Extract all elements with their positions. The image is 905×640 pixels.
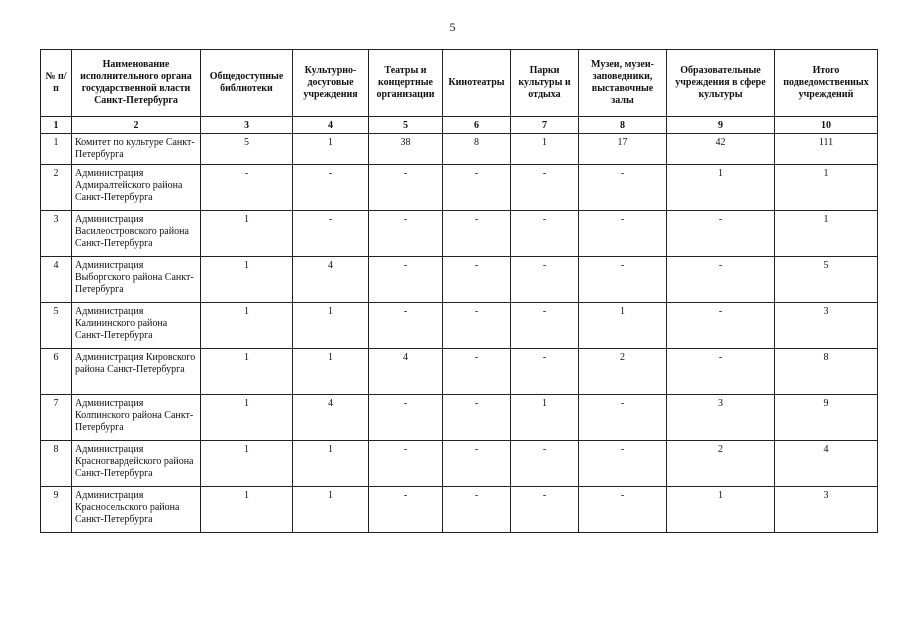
table-row [41, 165, 878, 211]
institutions-table [40, 49, 878, 533]
column-number: 6 [443, 117, 511, 134]
count-cell: - [443, 257, 511, 303]
count-cell: 3 [667, 395, 775, 441]
column-number: 10 [775, 117, 878, 134]
count-cell: - [511, 487, 579, 533]
count-cell: - [443, 303, 511, 349]
count-cell: - [369, 257, 443, 303]
count-cell: 17 [579, 134, 667, 165]
count-cell: 8 [775, 349, 878, 395]
header-cell: № п/п [41, 50, 72, 117]
table-row [41, 134, 878, 165]
row-number-cell: 3 [41, 211, 72, 257]
count-cell: 3 [775, 303, 878, 349]
count-cell: 1 [201, 349, 293, 395]
table-row [41, 487, 878, 533]
header-cell: Парки культуры и отдыха [511, 50, 579, 117]
count-cell: 3 [775, 487, 878, 533]
column-number: 9 [667, 117, 775, 134]
count-cell: - [667, 257, 775, 303]
count-cell: 5 [775, 257, 878, 303]
count-cell: 4 [369, 349, 443, 395]
header-cell: Кинотеатры [443, 50, 511, 117]
header-cell: Образовательные учреждения в сфере культуры [667, 50, 775, 117]
count-cell: 4 [293, 257, 369, 303]
count-cell: 1 [667, 487, 775, 533]
count-cell: - [293, 211, 369, 257]
column-number: 1 [41, 117, 72, 134]
count-cell: 2 [667, 441, 775, 487]
organ-name-cell: Администрация Красносельского района Санкт-Петербурга [72, 487, 201, 533]
count-cell: 1 [201, 257, 293, 303]
count-cell: - [667, 211, 775, 257]
row-number-cell: 8 [41, 441, 72, 487]
count-cell: - [667, 349, 775, 395]
table-row [41, 303, 878, 349]
count-cell: - [443, 487, 511, 533]
count-cell: - [667, 303, 775, 349]
column-number-row [41, 117, 878, 134]
count-cell: - [369, 487, 443, 533]
row-number-cell: 2 [41, 165, 72, 211]
count-cell: - [443, 441, 511, 487]
count-cell: - [579, 165, 667, 211]
count-cell: - [369, 165, 443, 211]
count-cell: 1 [201, 487, 293, 533]
count-cell: - [579, 441, 667, 487]
organ-name-cell: Администрация Колпинского района Санкт-Петербурга [72, 395, 201, 441]
count-cell: 1 [775, 211, 878, 257]
count-cell: - [443, 211, 511, 257]
count-cell: - [511, 303, 579, 349]
count-cell: - [201, 165, 293, 211]
header-cell: Культурно-досуговые учреждения [293, 50, 369, 117]
row-number-cell: 6 [41, 349, 72, 395]
header-cell: Театры и концертные организации [369, 50, 443, 117]
count-cell: - [369, 395, 443, 441]
column-number: 7 [511, 117, 579, 134]
organ-name-cell: Администрация Выборгского района Санкт-Петербурга [72, 257, 201, 303]
header-cell: Наименование исполнительного органа государственной власти Санкт-Петербурга [72, 50, 201, 117]
row-number-cell: 1 [41, 134, 72, 165]
count-cell: 38 [369, 134, 443, 165]
count-cell: 1 [201, 441, 293, 487]
organ-name-cell: Администрация Кировского района Санкт-Петербурга [72, 349, 201, 395]
organ-name-cell: Администрация Василеостровского района Санкт-Петербурга [72, 211, 201, 257]
row-number-cell: 7 [41, 395, 72, 441]
count-cell: 1 [511, 395, 579, 441]
organ-name-cell: Комитет по культуре Санкт-Петербурга [72, 134, 201, 165]
column-number: 2 [72, 117, 201, 134]
count-cell: 1 [293, 441, 369, 487]
count-cell: 111 [775, 134, 878, 165]
count-cell: - [579, 211, 667, 257]
count-cell: 9 [775, 395, 878, 441]
count-cell: - [511, 349, 579, 395]
count-cell: 4 [775, 441, 878, 487]
count-cell: - [511, 441, 579, 487]
table-row [41, 257, 878, 303]
count-cell: - [369, 211, 443, 257]
header-row [41, 50, 878, 117]
header-cell: Итого подведомственных учреждений [775, 50, 878, 117]
count-cell: 1 [293, 349, 369, 395]
count-cell: 1 [579, 303, 667, 349]
table-row [41, 441, 878, 487]
table-row [41, 395, 878, 441]
count-cell: - [511, 165, 579, 211]
count-cell: - [369, 441, 443, 487]
count-cell: 1 [293, 134, 369, 165]
column-number: 8 [579, 117, 667, 134]
table-row [41, 211, 878, 257]
page-number: 5 [449, 20, 456, 34]
count-cell: - [579, 257, 667, 303]
column-number: 3 [201, 117, 293, 134]
count-cell: 2 [579, 349, 667, 395]
count-cell: - [443, 165, 511, 211]
count-cell: 42 [667, 134, 775, 165]
header-cell: Музеи, музеи-заповедники, выставочные залы [579, 50, 667, 117]
count-cell: 5 [201, 134, 293, 165]
column-number: 5 [369, 117, 443, 134]
count-cell: 1 [667, 165, 775, 211]
row-number-cell: 4 [41, 257, 72, 303]
organ-name-cell: Администрация Калининского района Санкт-Петербурга [72, 303, 201, 349]
row-number-cell: 5 [41, 303, 72, 349]
count-cell: - [511, 257, 579, 303]
count-cell: 1 [201, 395, 293, 441]
count-cell: - [511, 211, 579, 257]
count-cell: 8 [443, 134, 511, 165]
count-cell: - [579, 487, 667, 533]
header-cell: Общедоступные библиотеки [201, 50, 293, 117]
count-cell: - [443, 395, 511, 441]
count-cell: - [443, 349, 511, 395]
count-cell: 4 [293, 395, 369, 441]
count-cell: - [369, 303, 443, 349]
table-row [41, 349, 878, 395]
count-cell: 1 [775, 165, 878, 211]
count-cell: 1 [201, 211, 293, 257]
count-cell: 1 [511, 134, 579, 165]
column-number: 4 [293, 117, 369, 134]
row-number-cell: 9 [41, 487, 72, 533]
count-cell: 1 [201, 303, 293, 349]
count-cell: 1 [293, 487, 369, 533]
organ-name-cell: Администрация Адмиралтейского района Санкт-Петербурга [72, 165, 201, 211]
organ-name-cell: Администрация Красногвардейского района Санкт-Петербурга [72, 441, 201, 487]
count-cell: - [579, 395, 667, 441]
count-cell: 1 [293, 303, 369, 349]
count-cell: - [293, 165, 369, 211]
